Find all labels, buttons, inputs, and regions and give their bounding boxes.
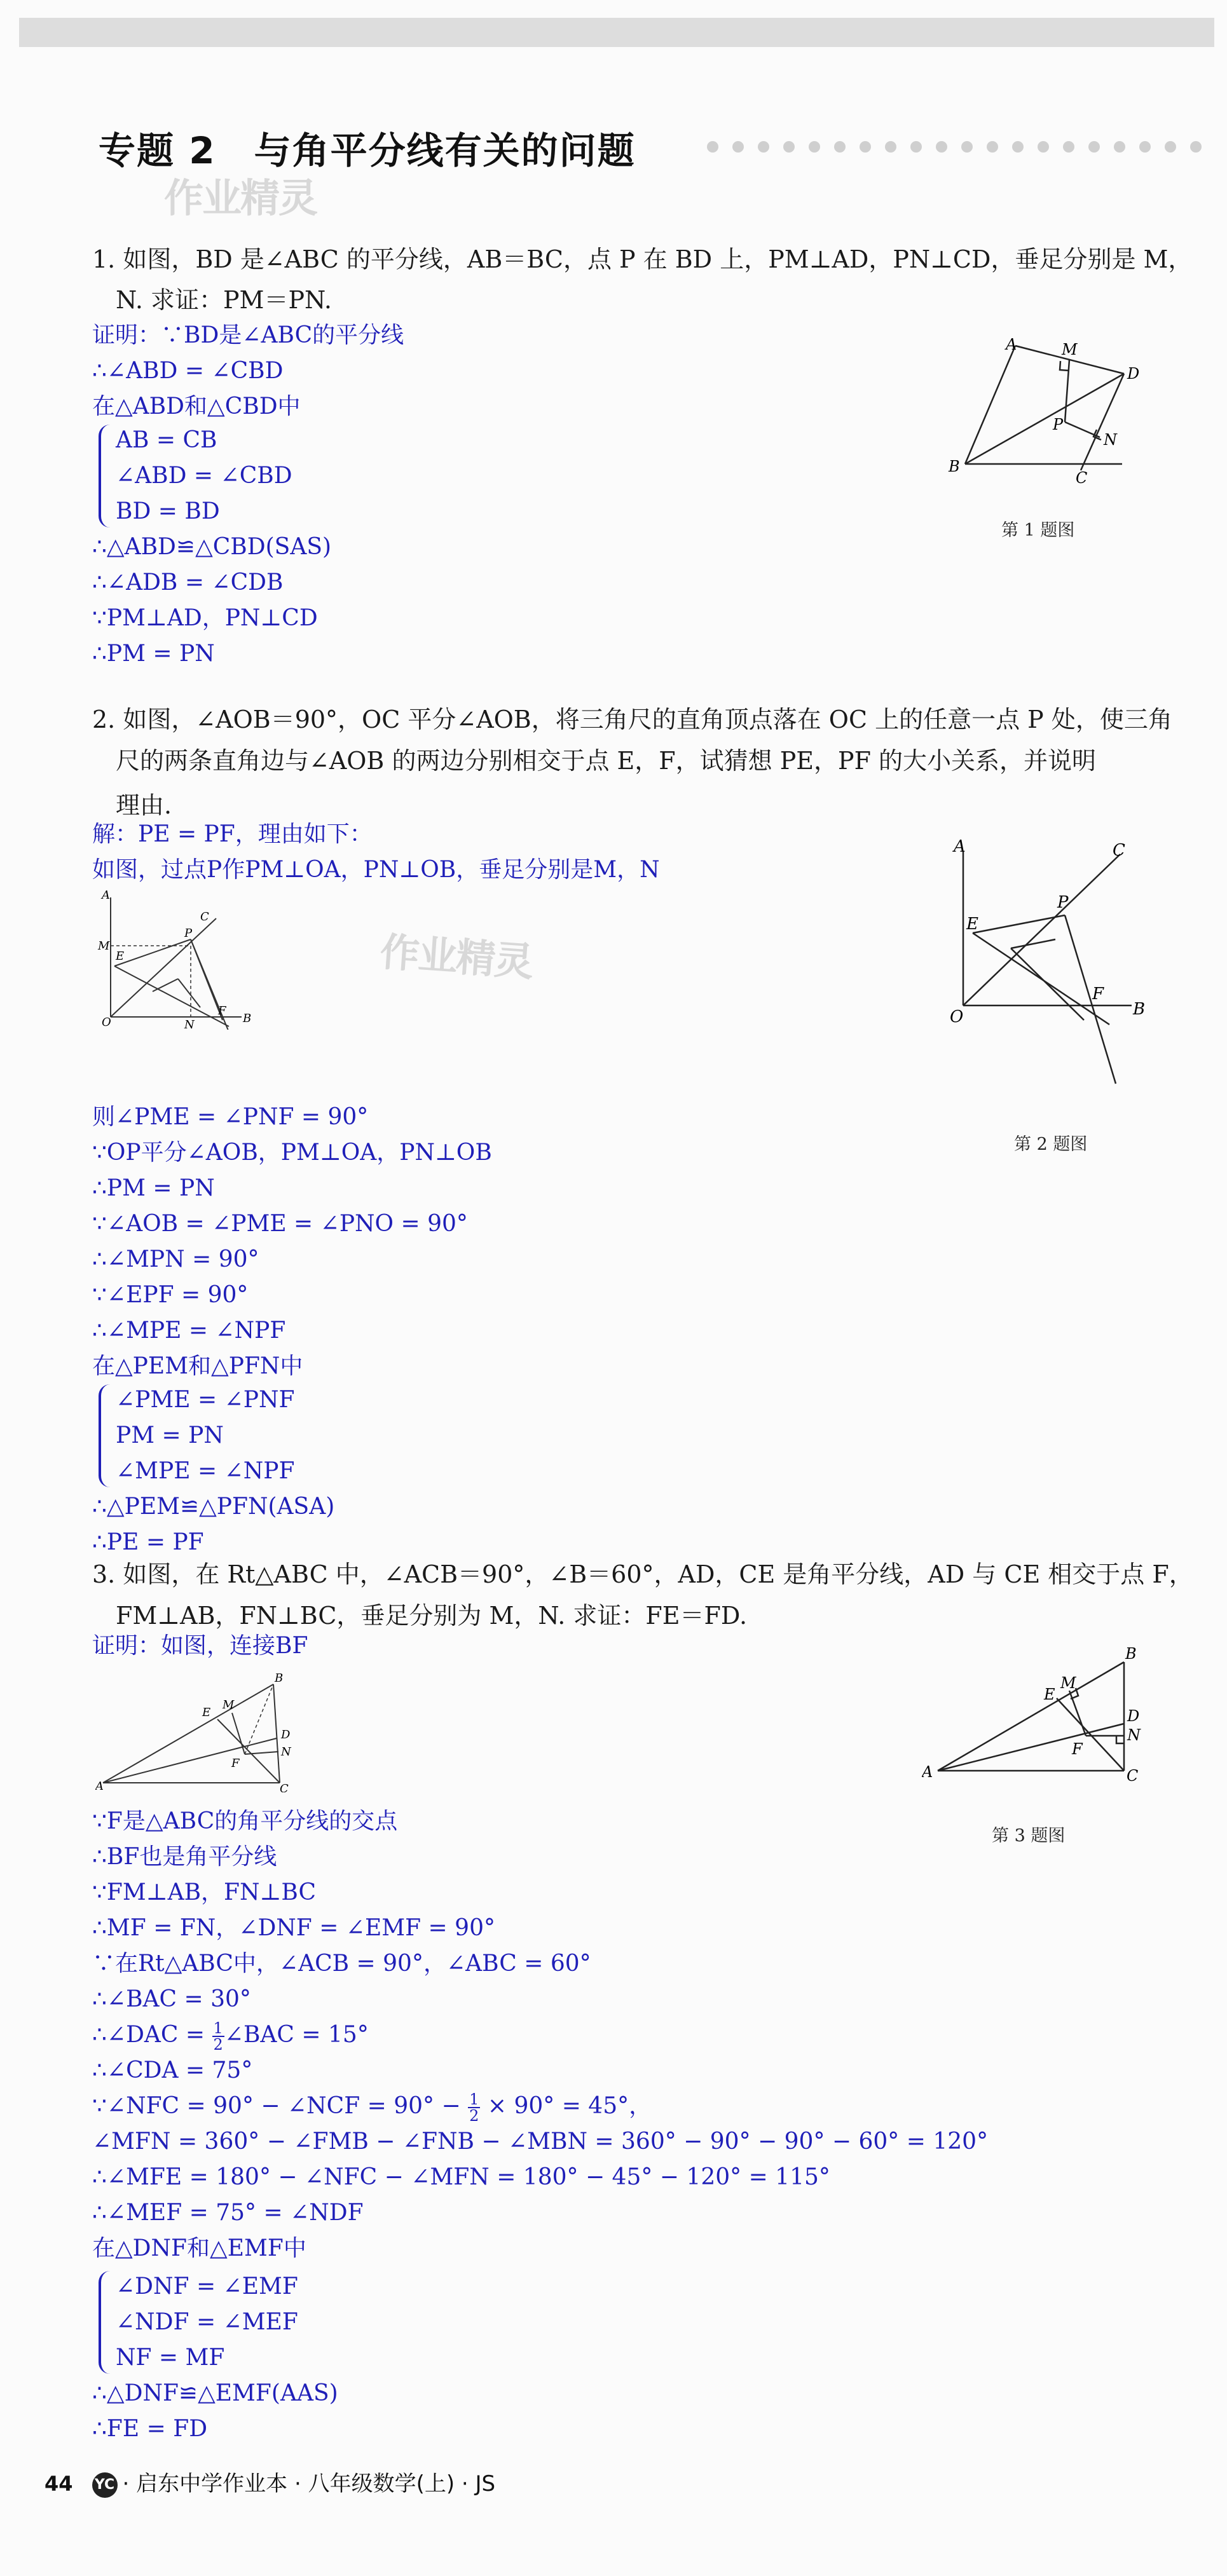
- title-dots: [707, 141, 1216, 155]
- q2-answer-line: 则∠PME = ∠PNF = 90°: [92, 1104, 369, 1130]
- q3-answer-line: ∴∠BAC = 30°: [92, 1986, 251, 2012]
- q2-answer-line: ∴∠MPE = ∠NPF: [92, 1318, 286, 1344]
- q1-system-line: AB = CB: [116, 427, 217, 453]
- publisher-logo: YC: [92, 2472, 118, 2498]
- q2-answer-line: ∴△PEM≌△PFN(ASA): [92, 1494, 335, 1520]
- q3-sketch: [95, 1665, 305, 1792]
- q3-answer-line: ∴MF = FN，∠DNF = ∠EMF = 90°: [92, 1915, 495, 1941]
- q2-label: C: [1113, 841, 1125, 860]
- q2-answer-line: 如图，过点P作PM⊥OA，PN⊥OB，垂足分别是M，N: [92, 857, 660, 883]
- title-prefix: 专题 2: [99, 129, 216, 172]
- fraction: $\frac{1}{2}$: [213, 2019, 223, 2054]
- q3-brace: [99, 2271, 110, 2374]
- q1-label: B: [949, 458, 960, 475]
- q3-sketch-label: E: [202, 1706, 211, 1719]
- q3-answer-line: ∴△DNF≌△EMF(AAS): [92, 2380, 338, 2406]
- q3-answer-head: 证明：如图，连接BF: [92, 1633, 308, 1659]
- q2-sketch-label: C: [200, 910, 209, 923]
- q1-system-line: ∠ABD = ∠CBD: [116, 463, 292, 489]
- q3-system: [116, 2269, 298, 2376]
- q1-line-1: 1. 如图，BD 是∠ABC 的平分线，AB＝BC，点 P 在 BD 上，PM⊥AD，PN⊥CD，垂足分别是 M，: [92, 245, 1193, 273]
- q3-sketch-label: B: [275, 1672, 284, 1685]
- q3-label: M: [1060, 1674, 1076, 1692]
- q3-sketch-label: M: [223, 1698, 235, 1712]
- q1-label: M: [1062, 341, 1078, 358]
- q2-answer-line: ∴∠MPN = 90°: [92, 1246, 259, 1272]
- q2-answer: [92, 1100, 492, 1384]
- q1-brace: [99, 425, 110, 528]
- top-banner: [19, 18, 1214, 47]
- q2-label: O: [950, 1007, 964, 1026]
- q1-answer: [92, 318, 404, 425]
- q2-system: [116, 1382, 294, 1489]
- q2-answer-line: 解：PE = PF，理由如下：: [92, 821, 373, 847]
- footer-text: · 启东中学作业本 · 八年级数学(上) · JS: [122, 2471, 496, 2497]
- q1-answer-line: 在△ABD和△CBD中: [92, 393, 301, 419]
- q2-sketch-label: N: [184, 1018, 195, 1030]
- q3-answer-line: ∴∠MFE = 180° − ∠NFC − ∠MFN = 180° − 45° − 120° = 115°: [92, 2164, 830, 2190]
- q3-system-line: NF = MF: [116, 2345, 225, 2371]
- q3-answer-line: ∴BF也是角平分线: [92, 1844, 277, 1870]
- q3-answer-line: ∴∠MEF = 75° = ∠NDF: [92, 2200, 364, 2226]
- q3-label: N: [1127, 1726, 1141, 1744]
- q2-label: A: [954, 837, 966, 856]
- q2-sketch-label: B: [243, 1012, 252, 1025]
- q1-answer-line: ∵PM⊥AD，PN⊥CD: [92, 605, 318, 631]
- q2-sketch-label: E: [116, 950, 125, 963]
- q2-answer-line: ∵∠EPF = 90°: [92, 1282, 249, 1308]
- q3-sketch-label: D: [281, 1728, 291, 1741]
- q1-answer-line: 证明：∵BD是∠ABC的平分线: [92, 322, 404, 348]
- q2-line-2: 尺的两条直角边与∠AOB 的两边分别相交于点 E，F，试猜想 PE，PF 的大小关系，并说明: [116, 747, 1097, 775]
- q3-system-line: ∠NDF = ∠MEF: [116, 2309, 298, 2335]
- q2-answer-head: [92, 817, 660, 888]
- q3-answer-line: ∠MFN = 360° − ∠FMB − ∠FNB − ∠MBN = 360° − 90° − 90° − 60° = 120°: [92, 2129, 989, 2155]
- q2-label: F: [1092, 985, 1104, 1004]
- q2-system-line: PM = PN: [116, 1422, 224, 1448]
- q1-label: N: [1104, 431, 1117, 449]
- q3-sketch-label: C: [280, 1782, 289, 1792]
- q3-label: D: [1127, 1707, 1140, 1725]
- q2-sketch-label: M: [98, 939, 110, 953]
- q3-label: B: [1125, 1645, 1137, 1663]
- q2-label: B: [1133, 1000, 1146, 1019]
- q1-answer-line: ∴PM = PN: [92, 641, 215, 667]
- q3-sketch-label: A: [95, 1780, 104, 1792]
- title-main: 与角平分线有关的问题: [254, 129, 636, 172]
- q3-label: E: [1044, 1686, 1055, 1703]
- q1-figure: [935, 331, 1151, 496]
- q2-sketch-label: P: [184, 927, 193, 940]
- q2-answer-line: ∵∠AOB = ∠PME = ∠PNO = 90°: [92, 1211, 468, 1237]
- q3-answer: [92, 1804, 988, 2266]
- q1-answer-line: ∴∠ADB = ∠CDB: [92, 569, 284, 596]
- q3-answer-line: ∵FM⊥AB，FN⊥BC: [92, 1879, 317, 1905]
- q3-line-2: FM⊥AB，FN⊥BC，垂足分别为 M，N. 求证：FE＝FD.: [116, 1602, 748, 1630]
- q3-figure: [922, 1640, 1157, 1792]
- q2-figure: [941, 833, 1151, 1100]
- q3-sketch-label: N: [281, 1745, 291, 1759]
- q2-label: E: [966, 915, 978, 934]
- q3-caption: 第 3 题图: [992, 1826, 1066, 1846]
- q2-label: P: [1057, 893, 1069, 912]
- q2-system-line: ∠MPE = ∠NPF: [116, 1458, 295, 1484]
- q1-label: C: [1076, 469, 1088, 487]
- q1-caption: 第 1 题图: [1001, 521, 1075, 540]
- q3-answer-line: ∴FE = FD: [92, 2416, 208, 2442]
- watermark-2: 作业精灵: [378, 928, 534, 986]
- q2-sketch-label: F: [218, 1004, 226, 1018]
- q2-answer-line: 在△PEM和△PFN中: [92, 1353, 303, 1379]
- q1-label: A: [1006, 336, 1017, 353]
- q3-dac-line: ∴∠DAC = $\frac{1}{2}$ ∠BAC = 15°: [92, 2019, 369, 2054]
- q1-system-line: BD = BD: [116, 498, 220, 524]
- q2-line-1: 2. 如图，∠AOB＝90°，OC 平分∠AOB，将三角尺的直角顶点落在 OC 上的任意一点 P 处，使三角: [92, 705, 1172, 733]
- q2-answer-after: [92, 1489, 334, 1560]
- watermark: 作业精灵: [164, 175, 317, 221]
- q3-label: F: [1072, 1740, 1083, 1758]
- q1-label: D: [1127, 365, 1140, 383]
- q3-answer-line: 在△DNF和△EMF中: [92, 2235, 306, 2261]
- q1-line-2: N. 求证：PM＝PN.: [116, 286, 332, 314]
- q1-answer-line: ∴∠ABD = ∠CBD: [92, 358, 284, 384]
- fraction: $\frac{1}{2}$: [469, 2090, 479, 2125]
- q3-answer-line: ∵在Rt△ABC中，∠ACB = 90°，∠ABC = 60°: [92, 1951, 591, 1977]
- q3-sketch-label: F: [231, 1757, 240, 1770]
- q2-answer-line: ∴PM = PN: [92, 1175, 215, 1201]
- q3-line-1: 3. 如图，在 Rt△ABC 中，∠ACB＝90°，∠B＝60°，AD，CE 是角平分线，AD 与 CE 相交于点 F，: [92, 1560, 1193, 1588]
- q2-sketch-label: O: [102, 1016, 111, 1029]
- q2-sketch-label: A: [102, 890, 110, 902]
- q3-system-line: ∠DNF = ∠EMF: [116, 2273, 298, 2300]
- q3-answer-after: [92, 2376, 338, 2447]
- q2-brace: [99, 1384, 110, 1487]
- q1-answer-after: [92, 529, 331, 672]
- q2-system-line: ∠PME = ∠PNF: [116, 1387, 295, 1413]
- q2-answer-line: ∴PE = PF: [92, 1529, 204, 1555]
- q1-answer-line: ∴△ABD≌△CBD(SAS): [92, 534, 332, 560]
- q1-label: P: [1053, 416, 1064, 433]
- q2-caption: 第 2 题图: [1014, 1135, 1088, 1154]
- page-footer: [45, 2466, 495, 2498]
- page-number: 44: [45, 2472, 73, 2496]
- q1-system: [116, 423, 292, 529]
- q2-line-3: 理由.: [116, 791, 172, 819]
- q3-label: A: [922, 1763, 933, 1781]
- q2-sketch: [95, 890, 261, 1030]
- q3-answer-line: ∴∠CDA = 75°: [92, 2057, 253, 2083]
- q3-label: C: [1127, 1767, 1139, 1785]
- q3-answer-line: ∵F是△ABC的角平分线的交点: [92, 1808, 398, 1834]
- q3-nfc-line: ∵∠NFC = 90° − ∠NCF = 90° − $\frac{1}{2}$ × 90° = 45°，: [92, 2090, 652, 2125]
- q2-answer-line: ∵OP平分∠AOB，PM⊥OA，PN⊥OB: [92, 1140, 492, 1166]
